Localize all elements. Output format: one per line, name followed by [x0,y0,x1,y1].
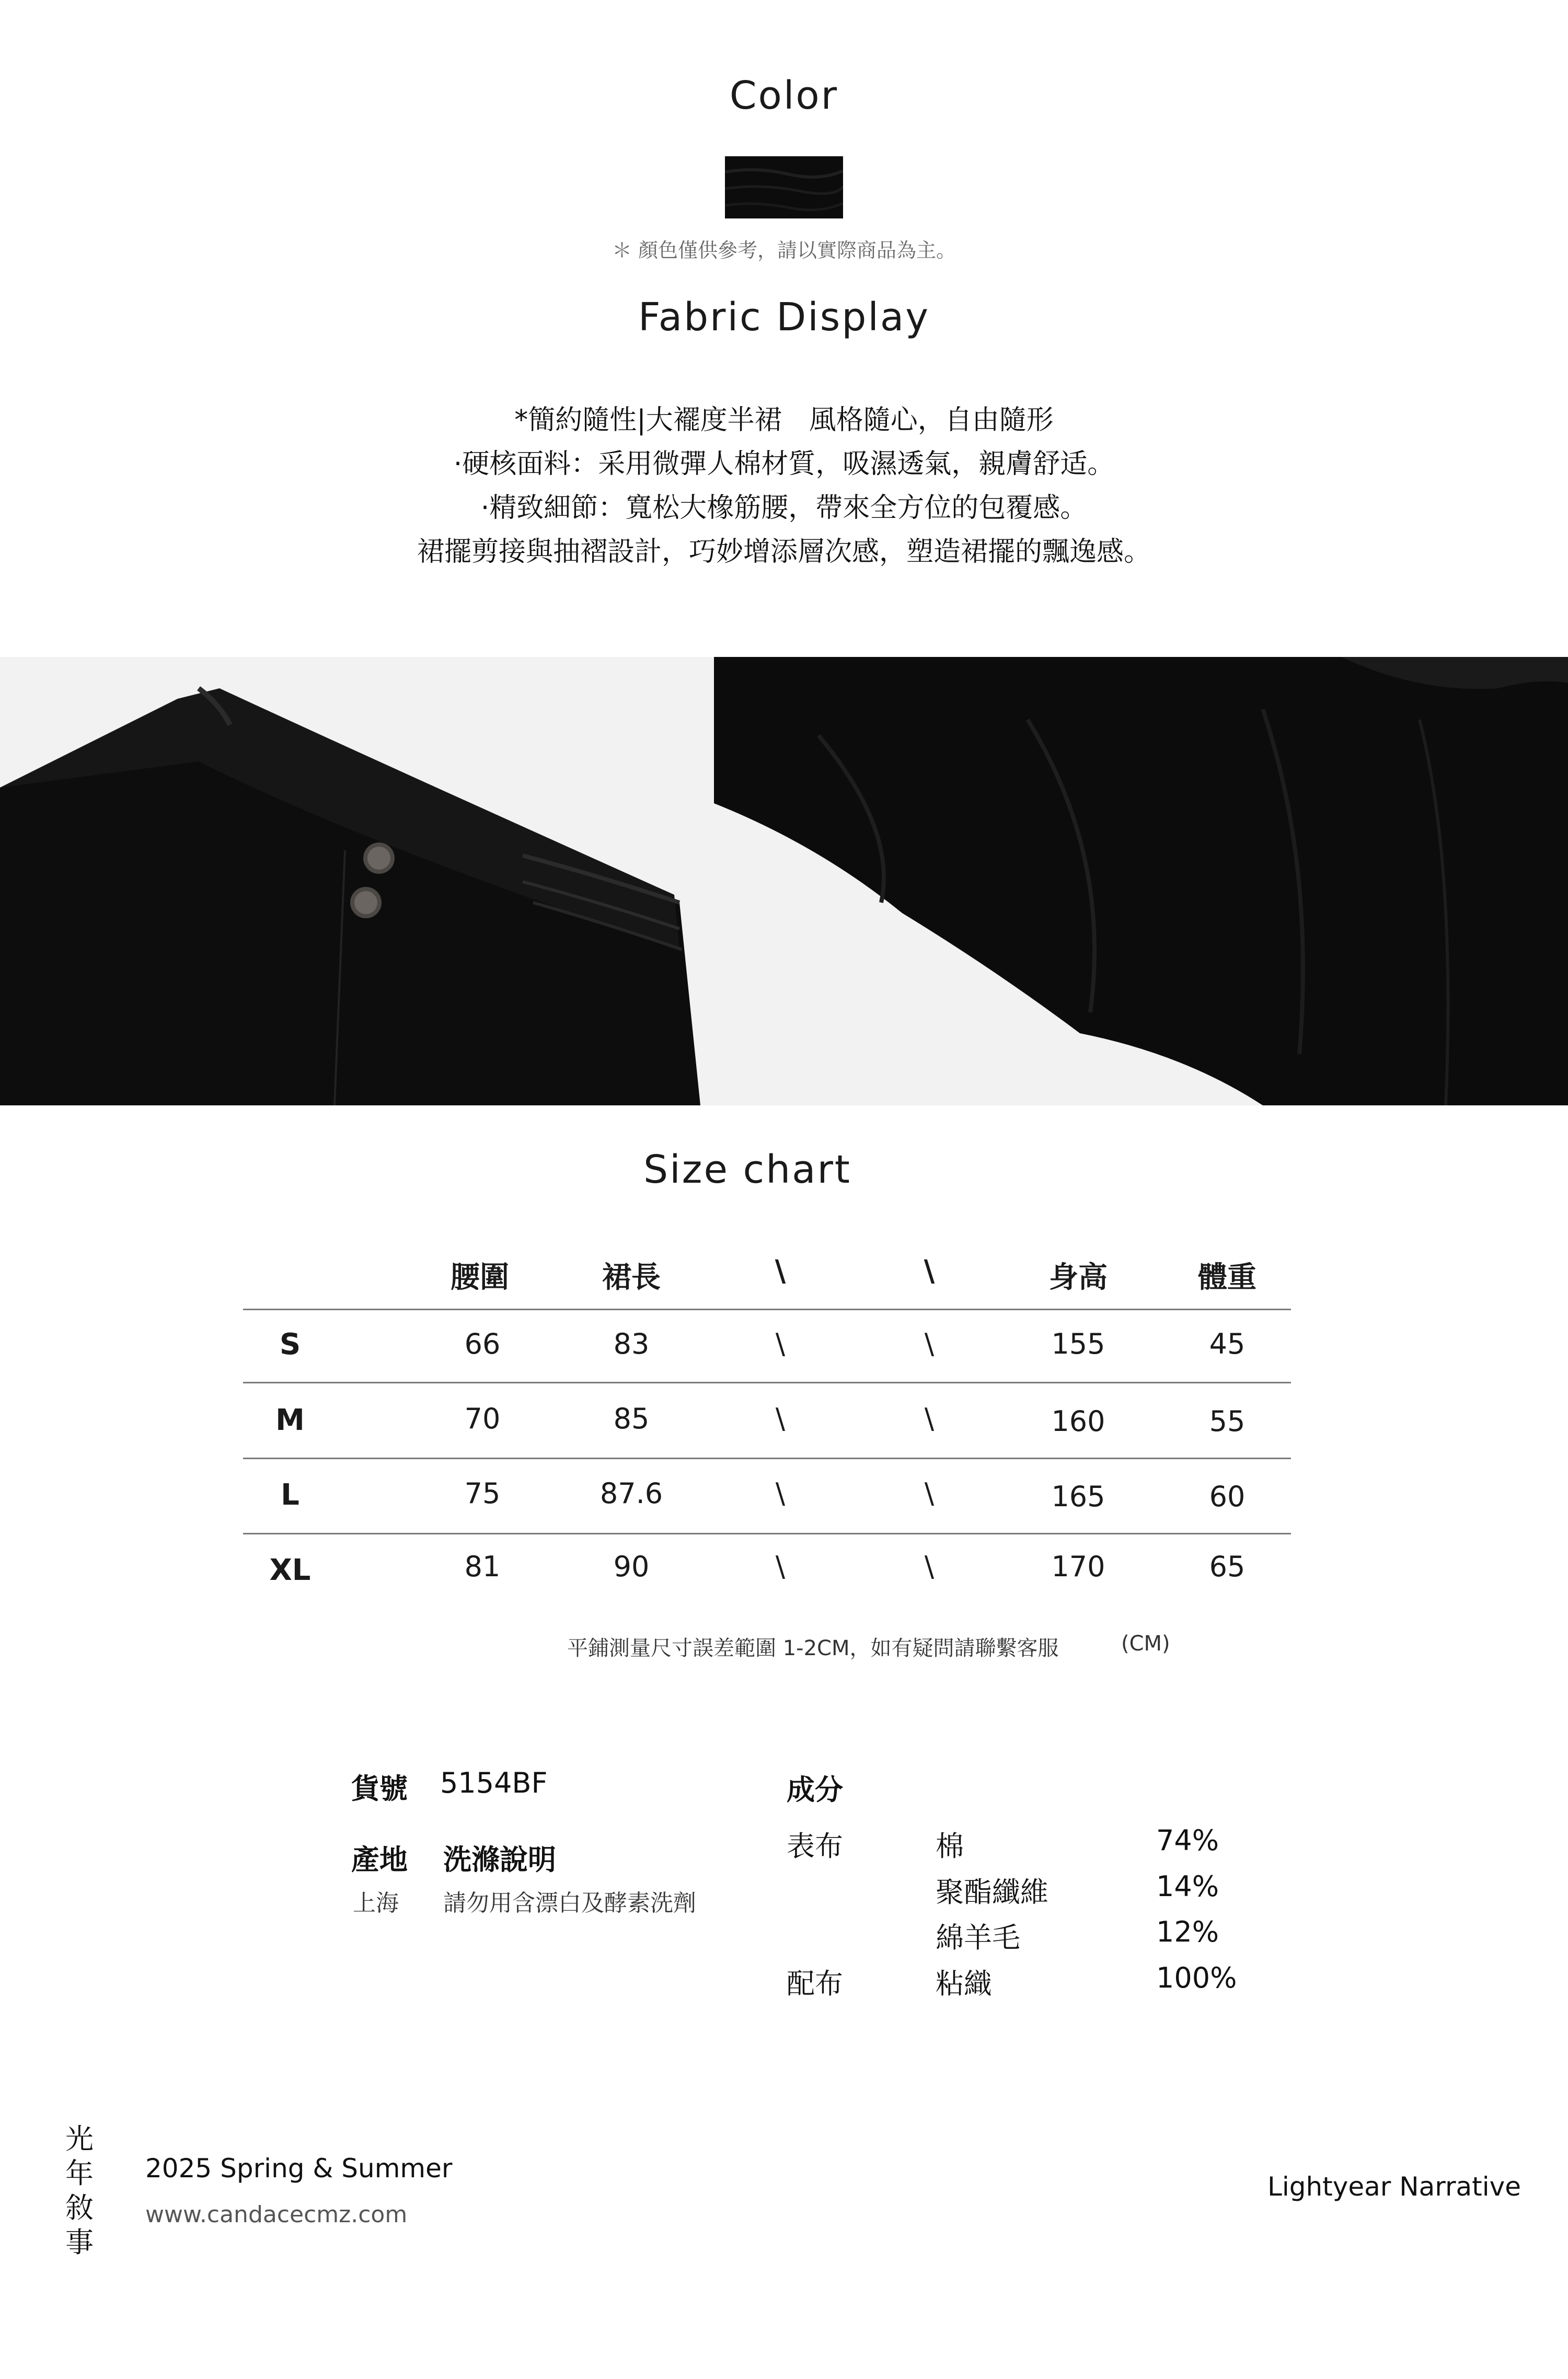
material-name: 粘織 [936,1967,992,2000]
waistband-photo [0,657,714,1105]
size-label: XL [269,1553,311,1587]
table-cell: 90 [613,1550,650,1583]
table-cell: 81 [464,1550,501,1583]
table-cell: 160 [1051,1405,1105,1438]
table-cell: \ [924,1327,935,1360]
origin-label: 產地 [351,1843,408,1876]
waistband-illustration [0,657,714,1105]
size-label: M [275,1403,305,1437]
table-divider [243,1382,1291,1383]
brand-name-en: Lightyear Narrative [1267,2172,1521,2202]
fabric-line: ·硬核面料：采用微彈人棉材質，吸濕透氣，親膚舒适。 [453,448,1115,480]
table-cell: 45 [1209,1327,1246,1360]
header-empty-2: \ [924,1254,935,1288]
table-cell: \ [924,1550,935,1583]
wash-value: 請勿用含漂白及酵素洗劑 [443,1890,696,1916]
table-divider [243,1458,1291,1459]
table-cell: \ [775,1402,786,1435]
origin-value: 上海 [353,1890,399,1916]
size-chart-note: 平鋪測量尺寸誤差範圍 1-2CM，如有疑問請聯繫客服 [567,1636,1059,1660]
table-cell: 60 [1209,1480,1246,1513]
table-cell: 66 [464,1327,501,1360]
color-note: ＊ 顏色僅供參考，請以實際商品為主。 [612,239,956,262]
table-divider [243,1533,1291,1534]
size-label: L [281,1478,299,1512]
table-cell: \ [775,1477,786,1510]
header-waist: 腰圍 [451,1261,509,1295]
vertical-brand-logo [64,2122,95,2260]
lining-label: 配布 [787,1967,843,2000]
material-percent: 100% [1156,1961,1237,1994]
table-cell: 75 [464,1477,501,1510]
hem-photo [714,657,1568,1105]
size-label: S [279,1327,301,1361]
size-chart-unit: (CM) [1121,1632,1170,1656]
item-no-value: 5154BF [440,1766,548,1799]
header-height: 身高 [1049,1261,1108,1295]
table-cell: 70 [464,1402,501,1435]
outer-fabric-label: 表布 [787,1830,843,1863]
color-swatch [725,156,843,218]
material-percent: 14% [1156,1870,1219,1903]
table-cell: \ [924,1402,935,1435]
brand-char: 光 [65,2122,94,2155]
swatch-texture [725,156,843,218]
table-cell: 170 [1051,1550,1105,1583]
table-cell: 83 [613,1327,650,1360]
table-cell: \ [775,1327,786,1360]
fabric-description [0,398,1568,574]
material-percent: 12% [1156,1915,1219,1948]
header-empty-1: \ [775,1254,786,1288]
brand-char: 年 [65,2157,94,2190]
material-name: 聚酯纖維 [936,1876,1048,1909]
table-cell: 55 [1209,1405,1246,1438]
brand-char: 敘 [65,2191,94,2224]
hem-illustration [714,657,1568,1105]
table-cell: 87.6 [599,1477,663,1510]
header-weight: 體重 [1198,1261,1256,1295]
fabric-line: 裙擺剪接與抽褶設計，巧妙增添層次感，塑造裙擺的飄逸感。 [417,536,1151,568]
fabric-line: *簡約隨性|大襬度半裙 風格隨心，自由隨形 [514,405,1054,436]
size-chart-title: Size chart [643,1147,851,1192]
website-link[interactable]: www.candacecmz.com [145,2201,408,2228]
header-skirt-length: 裙長 [602,1261,661,1295]
table-cell: \ [924,1477,935,1510]
material-name: 棉 [936,1830,964,1863]
composition-label: 成分 [787,1773,843,1806]
item-no-label: 貨號 [351,1772,408,1805]
fabric-line: ·精致細節：寬松大橡筋腰，帶來全方位的包覆感。 [480,492,1088,524]
material-name: 綿羊毛 [936,1921,1020,1954]
color-title: Color [729,73,839,118]
table-cell: 85 [613,1402,650,1435]
brand-char: 事 [65,2226,94,2259]
material-percent: 74% [1156,1824,1219,1857]
table-cell: 65 [1209,1550,1246,1583]
table-cell: 165 [1051,1480,1105,1513]
season-text: 2025 Spring & Summer [145,2153,453,2184]
table-cell: \ [775,1550,786,1583]
table-cell: 155 [1051,1327,1105,1360]
fabric-title: Fabric Display [638,295,930,340]
wash-label: 洗滌說明 [443,1843,556,1876]
table-divider [243,1309,1291,1310]
